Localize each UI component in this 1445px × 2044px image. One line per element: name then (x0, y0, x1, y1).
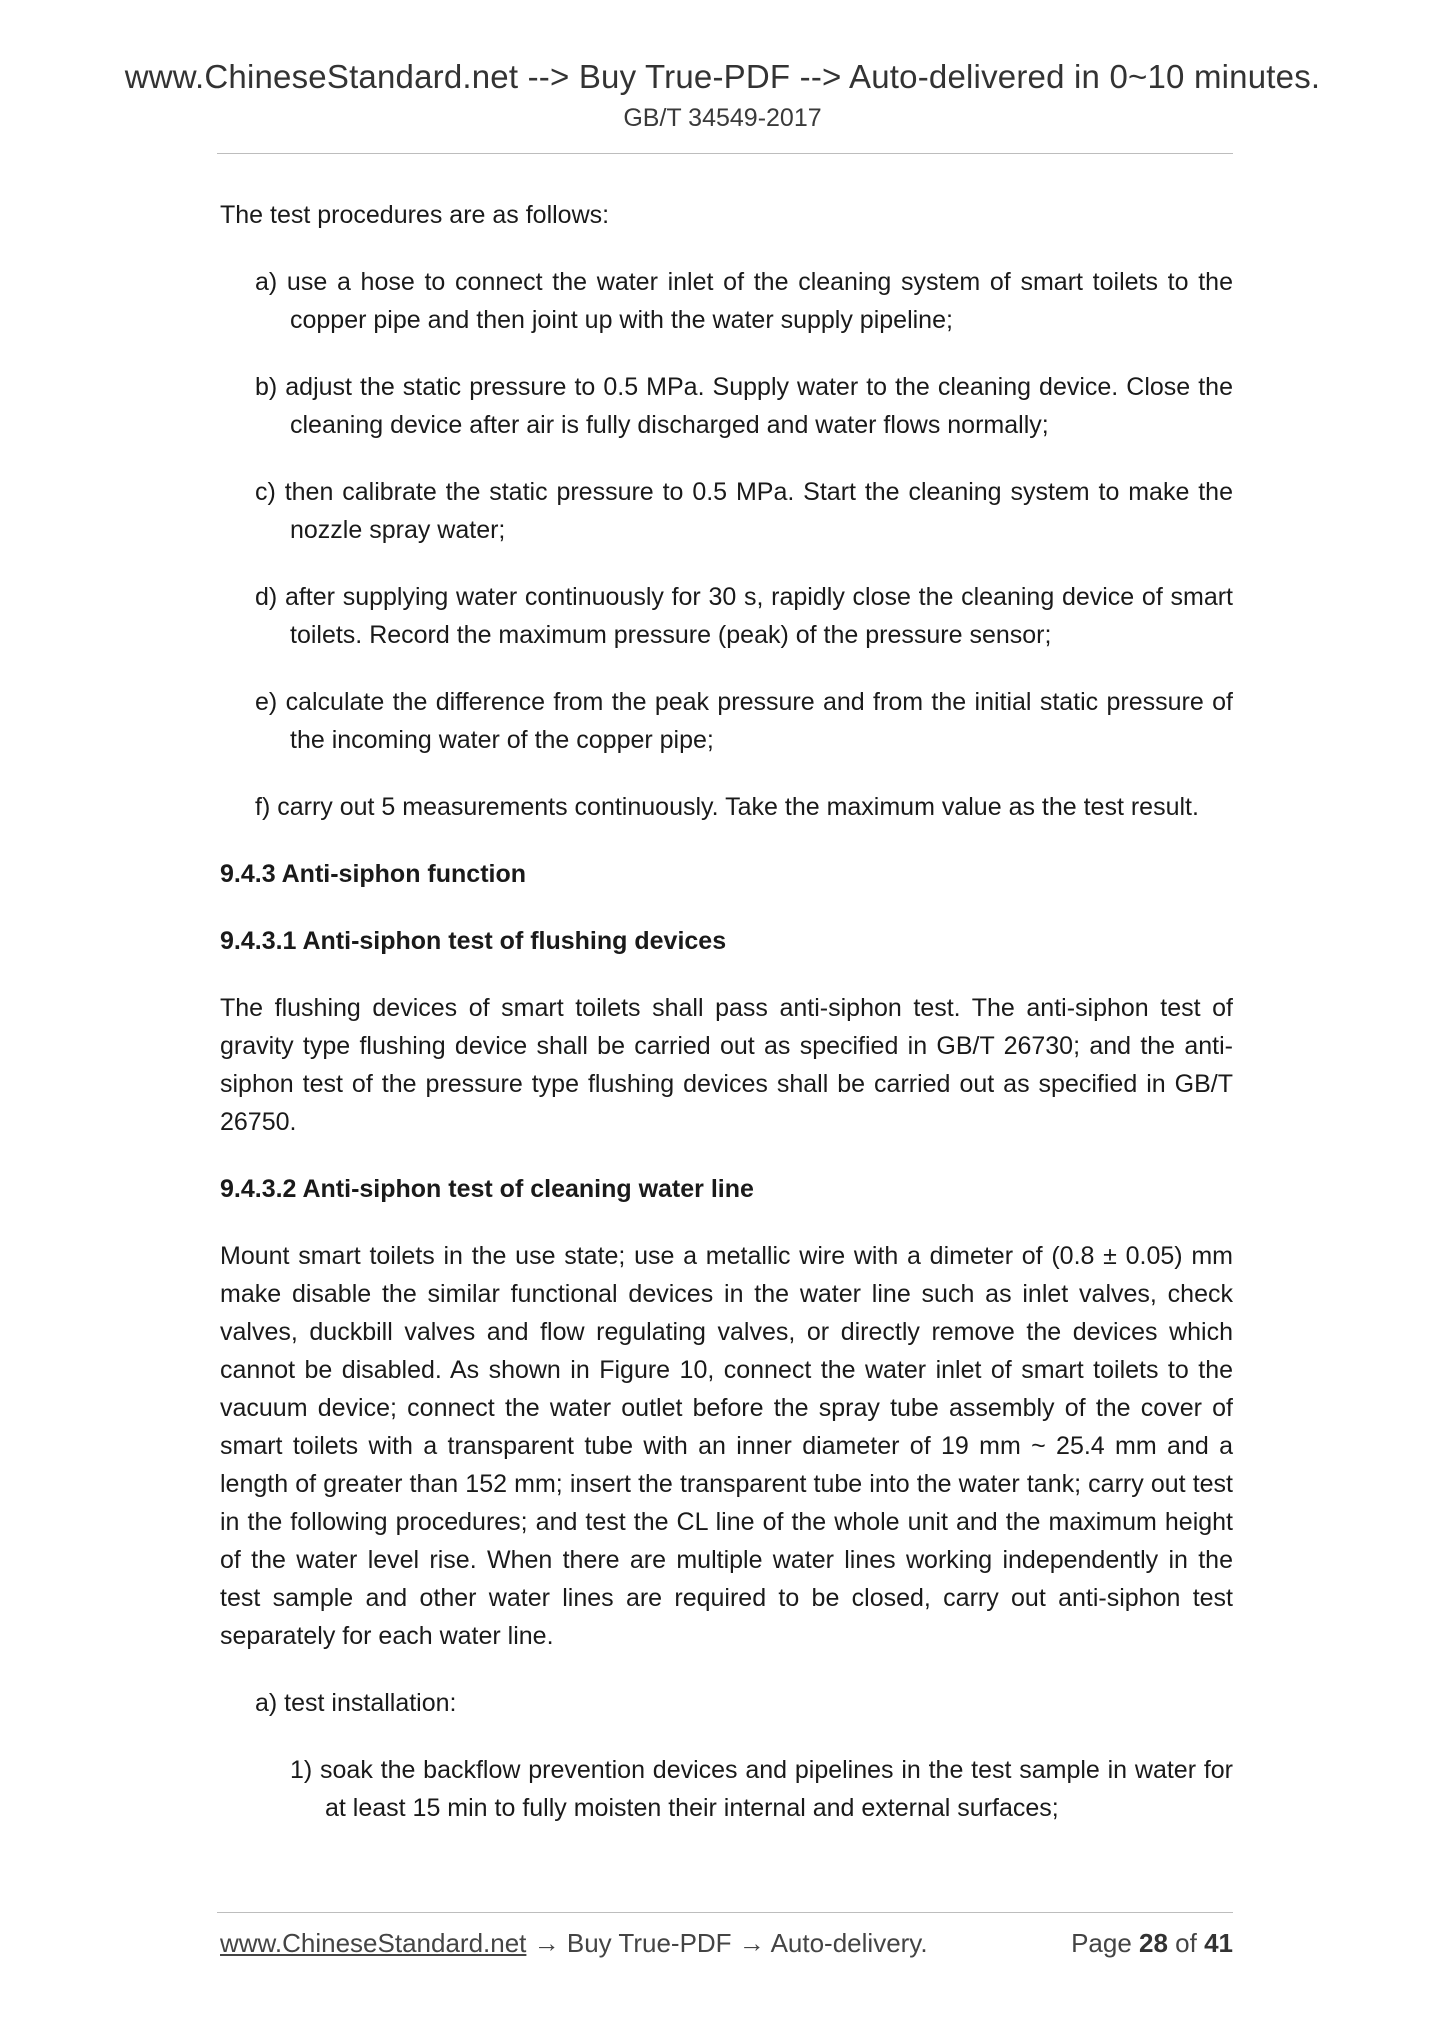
header-divider (217, 153, 1233, 154)
footer-promo-text: → Buy True-PDF → Auto-delivery. (526, 1928, 928, 1958)
section-heading-9-4-3: 9.4.3 Anti-siphon function (220, 860, 527, 888)
test-installation-item: a) test installation: (255, 1689, 457, 1717)
test-installation-step-1: 1) soak the backflow prevention devices and pipelines in the test sample in water for at least 15 min to fully moisten their internal and external surfaces; (290, 1756, 1233, 1822)
section-heading-9-4-3-2: 9.4.3.2 Anti-siphon test of cleaning water line (220, 1175, 754, 1203)
footer-promo (220, 1928, 928, 1959)
footer-site-link[interactable]: www.ChineseStandard.net (220, 1928, 527, 1958)
section-heading-9-4-3-1: 9.4.3.1 Anti-siphon test of flushing devices (220, 927, 727, 955)
procedures-intro: The test procedures are as follows: (220, 201, 610, 229)
procedure-step-a: a) use a hose to connect the water inlet of the cleaning system of smart toilets to the copper pipe and then joint up with the water supply pipeline; (255, 268, 1233, 334)
page-indicator (1071, 1928, 1233, 1959)
page-current: 28 (1139, 1928, 1168, 1958)
cleaning-water-line-paragraph: Mount smart toilets in the use state; use a metallic wire with a dimeter of (0.8 ± 0.05) mm make disable the similar functional devices in the water line such as inlet valves, check valves, duckbill valves and flow regulating valves, or directly remove the devices which cannot be disabled. As shown in Figure 10, connect the water inlet of smart toilets to the vacuum device; connect the water outlet before the spray tube assembly of the cover of smart toilets with a transparent tube with an inner diameter of 19 mm ~ 25.4 mm and a length of greater than 152 mm; insert the transparent tube into the water tank; carry out test in the following procedures; and test the CL line of the whole unit and the maximum height of the water level rise. When there are multiple water lines working independently in the test sample and other water lines are required to be closed, carry out anti-siphon test separately for each water line. (220, 1242, 1233, 1650)
procedure-step-c: c) then calibrate the static pressure to 0.5 MPa. Start the cleaning system to make the nozzle spray water; (255, 478, 1233, 544)
procedure-step-f: f) carry out 5 measurements continuously. Take the maximum value as the test result. (255, 793, 1199, 821)
footer-divider (217, 1912, 1233, 1913)
document-body (220, 196, 1233, 1827)
page-of-label: of (1167, 1928, 1205, 1958)
procedure-step-d: d) after supplying water continuously for 30 s, rapidly close the cleaning device of smart toilets. Record the maximum pressure (peak) of the pressure sensor; (255, 583, 1233, 649)
procedure-step-b: b) adjust the static pressure to 0.5 MPa. Supply water to the cleaning device. Close the cleaning device after air is fully discharged and water flows normally; (255, 373, 1233, 439)
page-footer (220, 1928, 1233, 1964)
procedure-step-e: e) calculate the difference from the peak pressure and from the initial static pressure of the incoming water of the copper pipe; (255, 688, 1233, 754)
page-total: 41 (1204, 1928, 1233, 1958)
header-banner: www.ChineseStandard.net --> Buy True-PDF --> Auto-delivered in 0~10 minutes. (124, 58, 1321, 95)
standard-code: GB/T 34549-2017 (623, 104, 822, 132)
flushing-devices-paragraph: The flushing devices of smart toilets shall pass anti-siphon test. The anti-siphon test of gravity type flushing device shall be carried out as specified in GB/T 26730; and the anti-siphon test of the pressure type flushing devices shall be carried out as specified in GB/T 26750. (220, 994, 1233, 1136)
page-label: Page (1071, 1928, 1140, 1958)
